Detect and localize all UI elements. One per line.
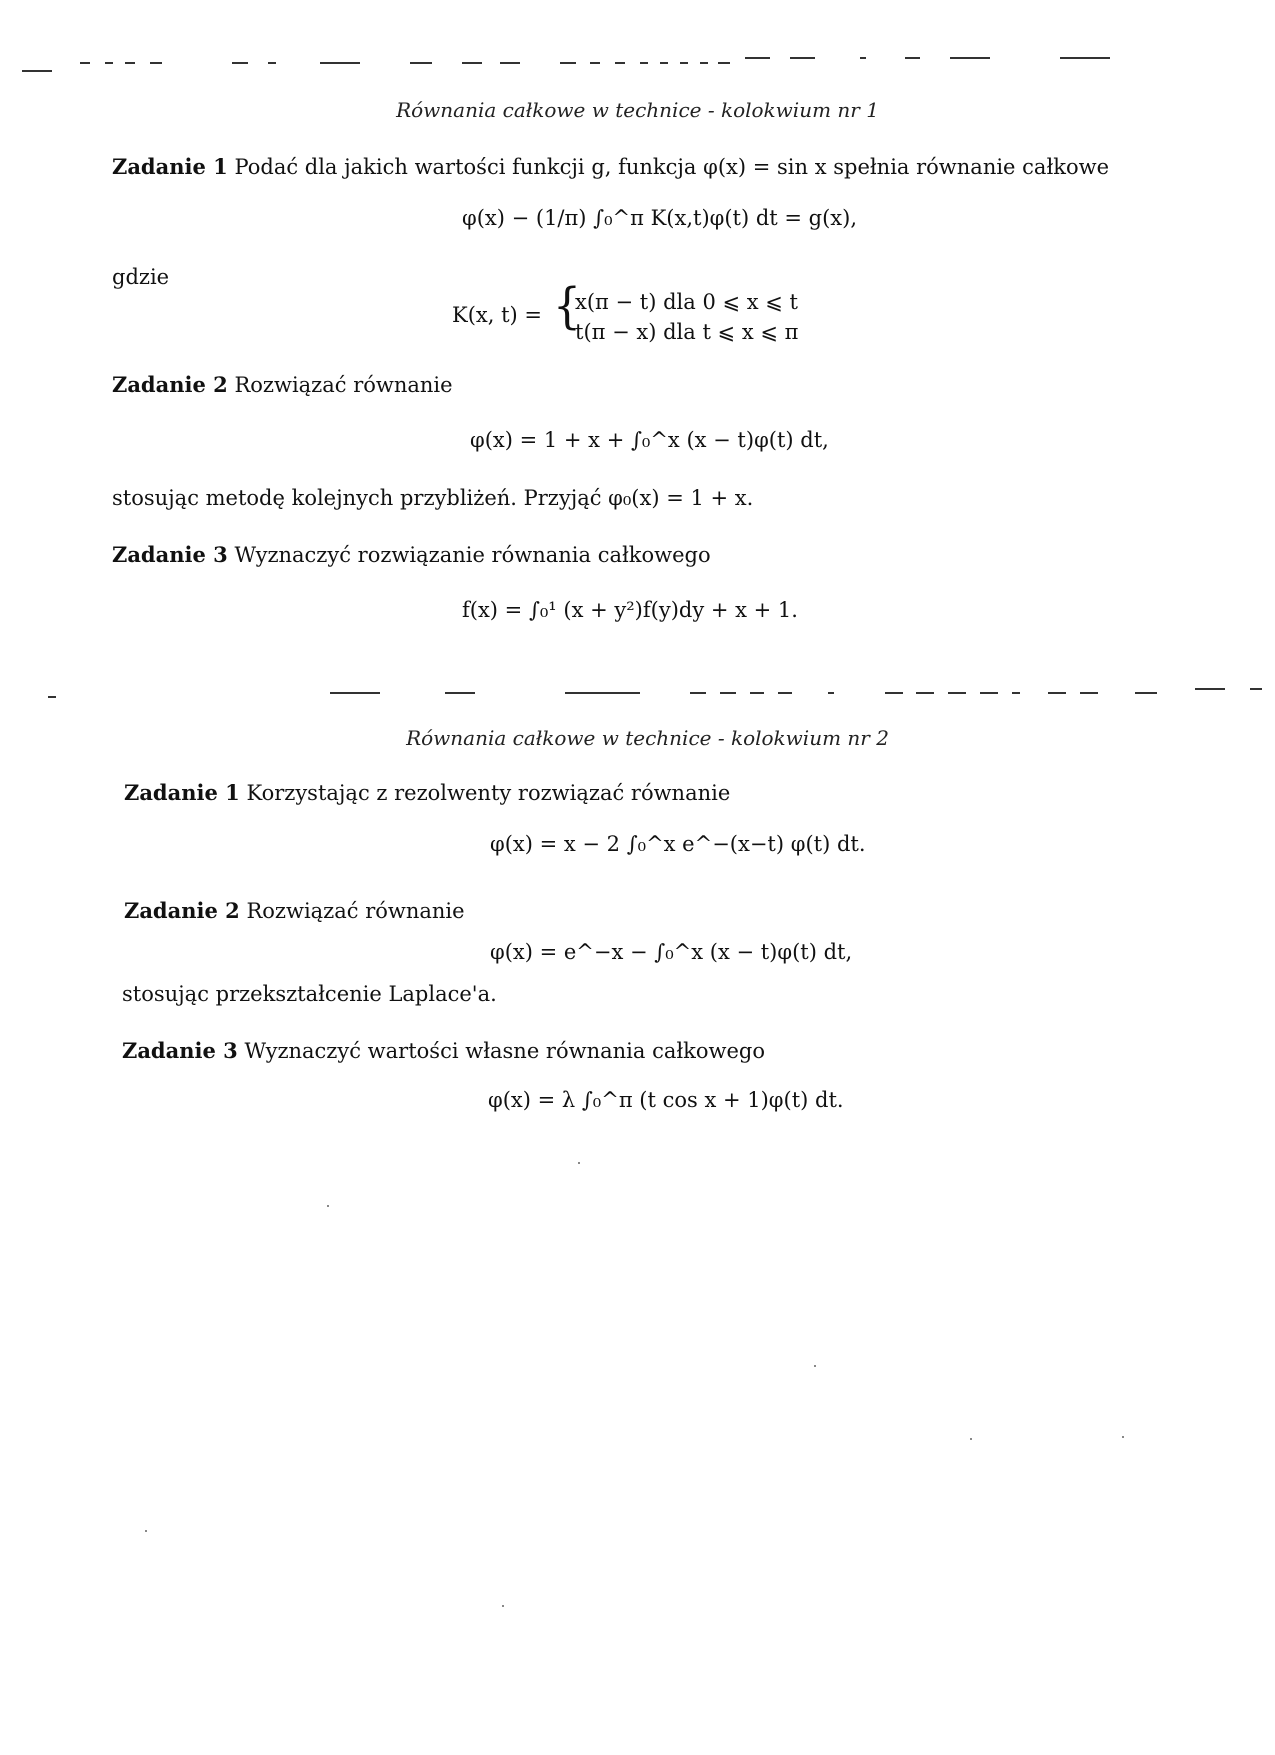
c1-task3-prompt [112,542,711,568]
c1-task2-label: Zadanie 2 [112,372,228,397]
scan-speck [970,1438,972,1440]
colloquium-1-title: Równania całkowe w technice - kolokwium nr 1 [396,98,879,122]
c1-task2-text: Rozwiązać równanie [234,373,453,397]
c2-task1-text: Korzystając z rezolwenty rozwiązać równanie [246,781,731,805]
c1-task1-where: gdzie [112,265,170,289]
cut-line-middle [0,692,1275,694]
c1-task1-text: Podać dla jakich wartości funkcji g, funkcja φ(x) = sin x spełnia równanie całkowe [234,155,1110,179]
c2-task2-equation: φ(x) = e^−x − ∫₀^x (x − t)φ(t) dt, [490,940,853,964]
c1-kernel-case-2: t(π − x) dla t ⩽ x ⩽ π [575,320,799,344]
scan-speck [145,1530,147,1532]
scan-speck [327,1205,329,1207]
c2-task3-label: Zadanie 3 [122,1038,238,1063]
c2-task3-text: Wyznaczyć wartości własne równania całkowego [244,1039,766,1063]
scan-speck [502,1605,504,1607]
scan-speck [578,1162,580,1164]
c1-task2-prompt [112,372,453,398]
c2-task2-prompt [124,898,465,924]
scan-speck [814,1365,816,1367]
c2-task2-text: Rozwiązać równanie [246,899,465,923]
c1-kernel-lhs: K(x, t) = [452,303,542,327]
c2-task1-label: Zadanie 1 [124,780,240,805]
c2-task1-prompt [124,780,730,806]
c1-task2-equation: φ(x) = 1 + x + ∫₀^x (x − t)φ(t) dt, [470,428,829,452]
c2-task1-equation: φ(x) = x − 2 ∫₀^x e^−(x−t) φ(t) dt. [490,832,866,856]
cut-line-top [0,62,1275,64]
c1-task3-text: Wyznaczyć rozwiązanie równania całkowego [234,543,711,567]
c1-kernel-case-1: x(π − t) dla 0 ⩽ x ⩽ t [575,290,798,314]
scan-speck [1122,1436,1124,1438]
c2-task2-after: stosując przekształcenie Laplace'a. [122,982,497,1006]
c1-task1-label: Zadanie 1 [112,154,228,179]
c1-task1-prompt [112,154,1109,180]
c1-task1-equation: φ(x) − (1/π) ∫₀^π K(x,t)φ(t) dt = g(x), [462,206,858,230]
c1-kernel-brace: { [553,278,581,335]
c1-task2-after: stosując metodę kolejnych przybliżeń. Przyjąć φ₀(x) = 1 + x. [112,486,754,510]
c2-task3-prompt [122,1038,765,1064]
c1-task3-equation: f(x) = ∫₀¹ (x + y²)f(y)dy + x + 1. [462,598,798,622]
c1-task3-label: Zadanie 3 [112,542,228,567]
colloquium-2-title: Równania całkowe w technice - kolokwium nr 2 [406,726,889,750]
c2-task2-label: Zadanie 2 [124,898,240,923]
c2-task3-equation: φ(x) = λ ∫₀^π (t cos x + 1)φ(t) dt. [488,1088,844,1112]
